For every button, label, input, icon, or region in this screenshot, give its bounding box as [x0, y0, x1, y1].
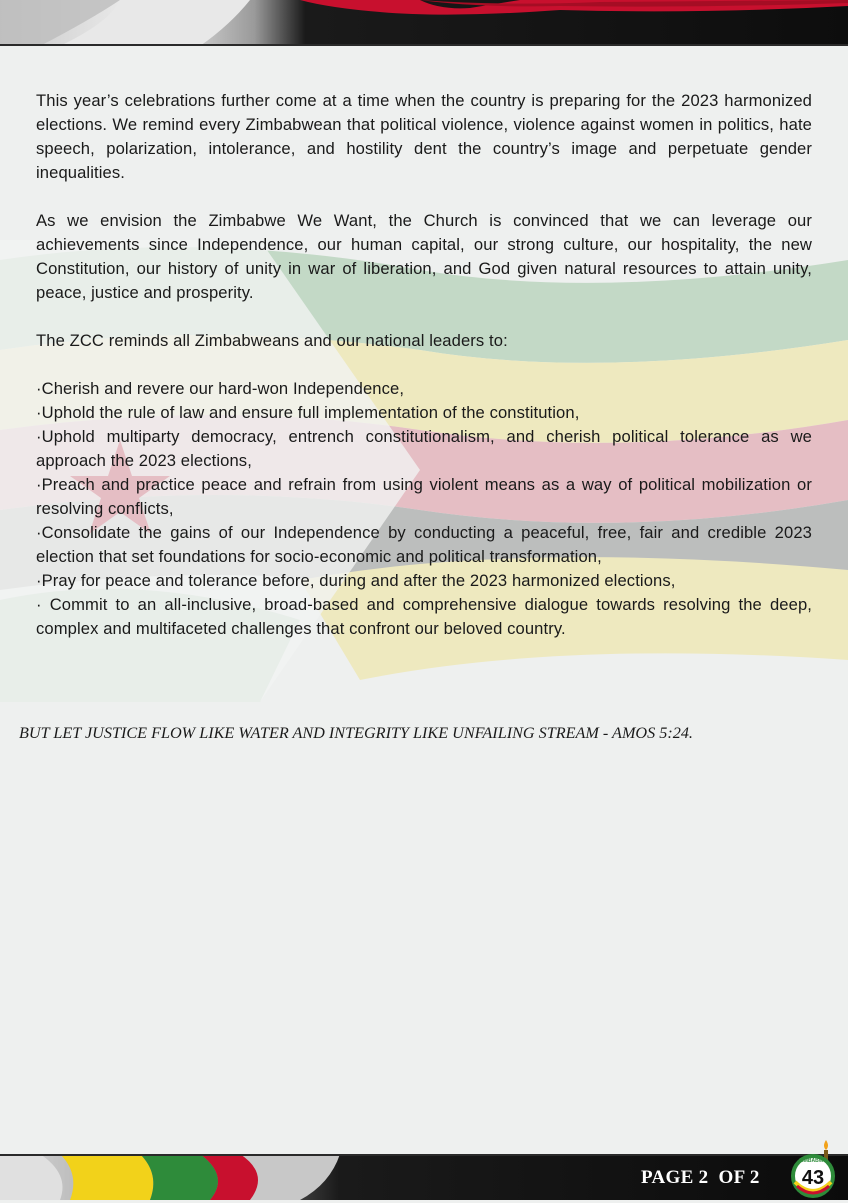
paragraph-zcc-reminds: The ZCC reminds all Zimbabweans and our national leaders to: — [36, 331, 508, 350]
list-item: ·Cherish and revere our hard-won Independence, — [36, 379, 405, 398]
top-flag-banner — [0, 0, 848, 46]
flag-banner-graphic — [0, 0, 848, 46]
list-item: ·Pray for peace and tolerance before, during and after the 2023 harmonized elections, — [36, 571, 676, 590]
scripture-quote: BUT LET JUSTICE FLOW LIKE WATER AND INTEGRITY LIKE UNFAILING STREAM - AMOS 5:24. — [19, 724, 693, 742]
list-item: ·Preach and practice peace and refrain from using violent means as a way of political mobilization or resolving conflicts, — [36, 475, 812, 518]
list-item: · Commit to an all-inclusive, broad-based and comprehensive dialogue towards resolving the deep, complex and multifaceted challenges that confront our beloved country. — [36, 595, 812, 638]
logo-text: ZIMBABWE — [799, 1158, 827, 1164]
paragraph-zimbabwe-we-want: As we envision the Zimbabwe We Want, the Church is convinced that we can leverage our achievements since Independence, our human capital, our strong culture, our hospitality, the new Constitution, our history of unity in war of liberation, and God given natural resources to attain unity, peace, justice and prosperity. — [36, 211, 812, 302]
logo-number: 43 — [801, 1167, 825, 1189]
letter-body — [36, 89, 812, 641]
bullet-list — [36, 377, 812, 641]
list-item: ·Consolidate the gains of our Independence by conducting a peaceful, free, fair and credible 2023 election that set foundations for socio-economic and political transformation, — [36, 523, 812, 566]
page-number: PAGE 2 OF 2 — [641, 1167, 760, 1188]
zimbabwe-43-logo — [786, 1138, 842, 1198]
list-item: ·Uphold multiparty democracy, entrench constitutionalism, and cherish political tolerance as we approach the 2023 elections, — [36, 427, 812, 470]
paragraph-elections: This year’s celebrations further come at a time when the country is preparing for the 2023 harmonized elections. We remind every Zimbabwean that political violence, violence against women in politics, hate speech, polarization, intolerance, and hostility dent the country’s image and perpetuate gender inequalities. — [36, 91, 812, 182]
logo-graphic — [786, 1138, 842, 1198]
list-item: ·Uphold the rule of law and ensure full implementation of the constitution, — [36, 403, 580, 422]
